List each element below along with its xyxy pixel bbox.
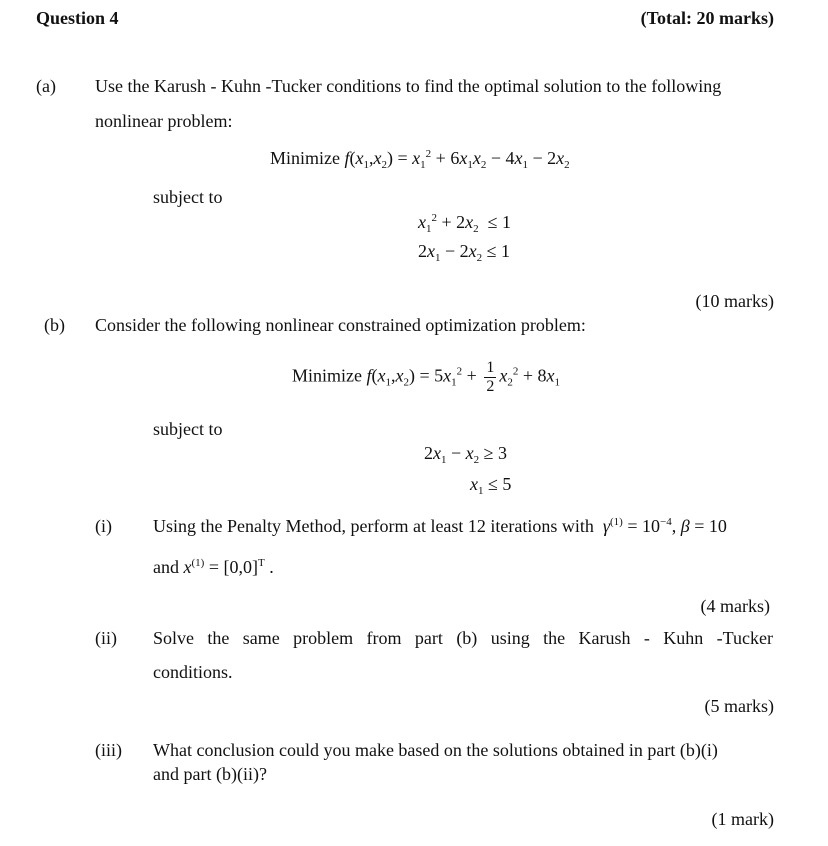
part-b-i-text-line2 (153, 557, 274, 578)
part-b-minimize-word: Minimize (292, 365, 362, 386)
part-a-constraint-1: $x_1^2 + 2x_2 \le 1$ (418, 212, 512, 235)
part-a-objective: Minimize $f(x_1,x_2) = x_1^2 + 6x_1x_2 - 4x_1 - 2x_2$ (270, 148, 570, 171)
part-b-iii-text-line1: What conclusion could you make based on the solutions obtained in part (b)(i) (153, 740, 718, 760)
part-b-text: Consider the following nonlinear constrained optimization problem: (95, 315, 586, 335)
part-b-iii-marks: (1 mark) (711, 809, 774, 829)
part-b-ii-marks: (5 marks) (704, 696, 774, 716)
part-b-ii-text-line1: Solve the same problem from part (b) using the Karush - Kuhn -Tucker (153, 628, 773, 648)
part-b-i-params: $\gamma^{(1)} = 10^{-4}$, β = 10 (602, 516, 727, 536)
part-a-text-line1: Use the Karush - Kuhn -Tucker conditions to find the optimal solution to the following (95, 76, 722, 96)
total-marks: (Total: 20 marks) (640, 8, 774, 28)
part-b-i-marks: (4 marks) (700, 596, 770, 616)
part-a-subject-to: subject to (153, 187, 223, 207)
question-title: Question 4 (36, 8, 119, 28)
part-b-i-text-main: Using the Penalty Method, perform at least 12 iterations with (153, 516, 594, 536)
part-b-constraint-2: $x_1 \le 5$ (470, 474, 512, 497)
part-b-constraint-1: $2x_1 - x_2 \ge 3$ (424, 443, 508, 466)
part-b-i-and: and (153, 557, 179, 577)
part-b-ii-text-line2: conditions. (153, 662, 233, 682)
part-a-constraint-2: $2x_1 - 2x_2 \le 1$ (418, 241, 511, 264)
part-a-minimize-word: Minimize (270, 148, 340, 168)
fraction-one-half: $\frac{1}{2}$ (486, 359, 495, 395)
part-b-objective: Minimize $f(x_1,x_2) = 5x_1^2$ + $\frac{1}{2}$ $x_2^2 + 8x_1$ (292, 359, 560, 395)
part-a-marks: (10 marks) (695, 291, 774, 311)
part-b-subject-to: subject to (153, 419, 223, 439)
part-b-i-initial-point: $x^{(1)} = [0,0]^T$ . (183, 557, 274, 577)
part-a-label: (a) (36, 76, 56, 96)
part-b-label: (b) (44, 315, 65, 335)
part-b-i-label: (i) (95, 516, 112, 536)
part-b-iii-label: (iii) (95, 740, 122, 760)
part-a-text-line2: nonlinear problem: (95, 111, 233, 131)
part-b-ii-label: (ii) (95, 628, 117, 648)
part-b-iii-text-line2: and part (b)(ii)? (153, 764, 267, 784)
part-b-i-text (153, 516, 727, 537)
